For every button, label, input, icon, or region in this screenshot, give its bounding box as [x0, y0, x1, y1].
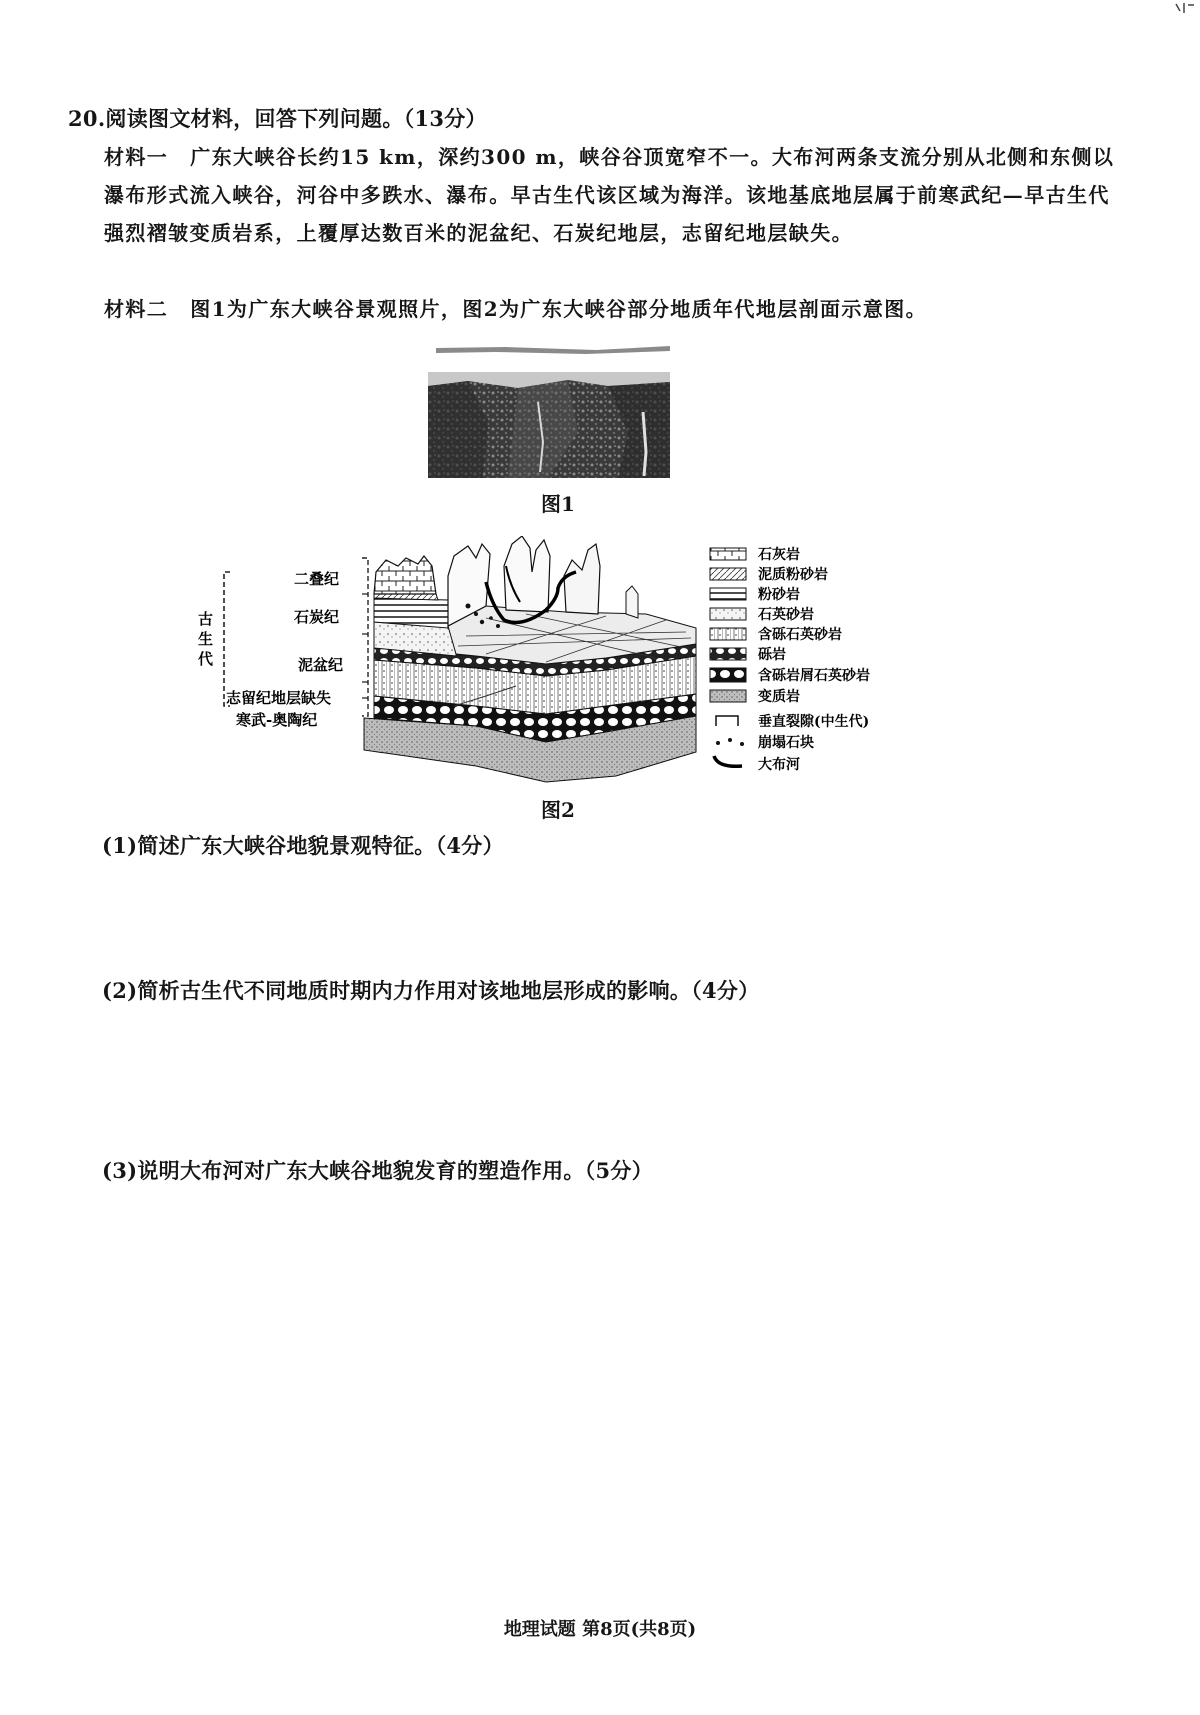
- figure-2-caption: 图2: [541, 798, 575, 822]
- era-label-char-2: 生: [198, 630, 214, 648]
- sub-question-3: (3)说明大布河对广东大峡谷地貌发育的塑造作用。（5分）: [102, 1158, 653, 1183]
- legend-label: 泥质粉砂岩: [758, 567, 828, 583]
- legend-label: 崩塌石块: [758, 735, 814, 751]
- figure-1-caption: 图1: [541, 492, 575, 516]
- legend-label: 垂直裂隙(中生代): [758, 714, 870, 730]
- period-label: 二叠纪: [294, 570, 340, 588]
- geologic-section-diagram: [186, 536, 906, 786]
- era-label-char-1: 古: [198, 610, 214, 628]
- material-two-label: 材料二: [104, 297, 169, 321]
- legend-label: 粉砂岩: [758, 587, 800, 603]
- period-label: 寒武-奥陶纪: [236, 711, 318, 729]
- material-one-label: 材料一: [104, 145, 169, 169]
- corner-mark: [1174, 0, 1196, 12]
- period-label: 石炭纪: [294, 608, 340, 626]
- photo-scan-strip: [436, 340, 670, 350]
- sub-question-2: (2)简析古生代不同地质时期内力作用对该地地层形成的影响。（4分）: [102, 978, 760, 1003]
- legend-label: 大布河: [758, 757, 800, 773]
- page-footer: 地理试题 第8页(共8页): [503, 1619, 697, 1640]
- legend-label: 石英砂岩: [758, 607, 814, 623]
- material-two-text: 图1为广东大峡谷景观照片，图2为广东大峡谷部分地质年代地层剖面示意图。: [190, 297, 928, 321]
- material-one-text: 广东大峡谷长约15 km，深约300 m，峡谷谷顶宽窄不一。大布河两条支流分别从北侧和东侧以瀑布形式流入峡谷，河谷中多跌水、瀑布。早古生代该区域为海洋。该地基底地层属于前寒武纪—早古生代强烈褶皱变质岩系，上覆厚达数百米的泥盆纪、石炭纪地层，志留纪地层缺失。: [104, 145, 1115, 245]
- canyon-photo: [428, 372, 670, 478]
- material-two: [104, 290, 1119, 328]
- question-title: 20.阅读图文材料，回答下列问题。（13分）: [68, 106, 487, 131]
- legend-label: 变质岩: [758, 689, 800, 705]
- legend-label: 石灰岩: [758, 547, 800, 563]
- legend-label: 砾岩: [758, 647, 786, 663]
- legend-label: 含砾石英砂岩: [758, 627, 842, 643]
- sub-question-1: (1)简述广东大峡谷地貌景观特征。（4分）: [102, 833, 504, 858]
- material-one: [104, 138, 1119, 252]
- period-label: 志留纪地层缺失: [226, 689, 332, 707]
- period-label: 泥盆纪: [298, 656, 344, 674]
- era-label-char-3: 代: [198, 650, 214, 668]
- legend-label: 含砾岩屑石英砂岩: [758, 668, 870, 684]
